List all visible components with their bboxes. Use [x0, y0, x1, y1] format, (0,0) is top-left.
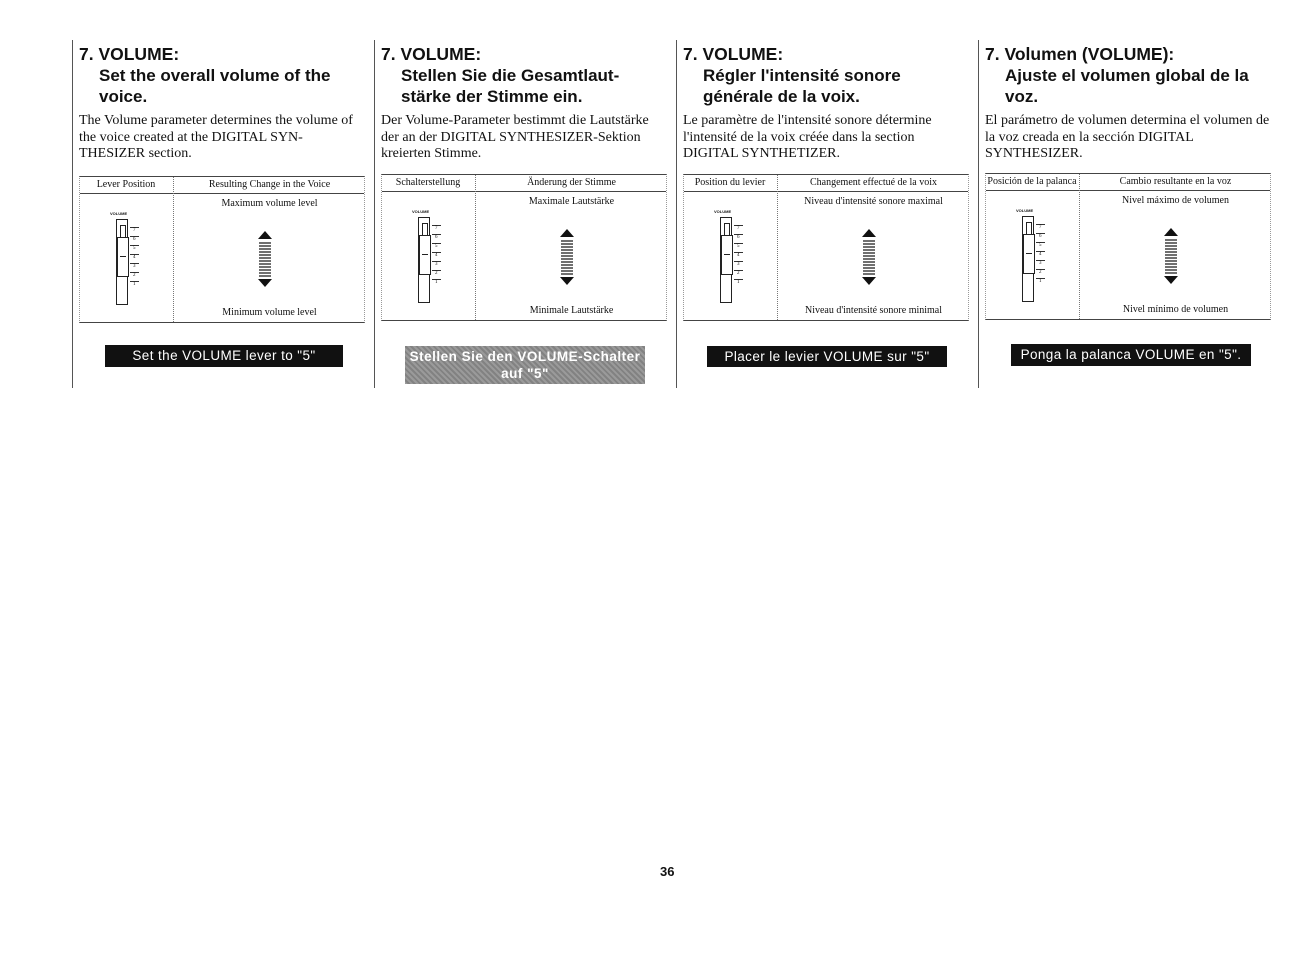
lever-table — [683, 174, 969, 321]
lever-volume-label: VOLUME — [714, 209, 732, 214]
min-volume-label: Nivel mínimo de volumen — [1122, 304, 1229, 315]
section-heading: 7. VOLUME: — [381, 44, 482, 64]
volume-lever-knob — [1023, 234, 1035, 274]
section-spanish — [978, 40, 1273, 388]
section-german — [374, 40, 669, 388]
header-resulting-change: Resulting Change in the Voice — [208, 179, 331, 190]
instruction-banner: Placer le levier VOLUME sur "5" — [707, 346, 947, 367]
section-subheading: Ajuste el volumen global de la voz. — [1005, 66, 1249, 106]
header-lever-position: Lever Position — [96, 179, 156, 190]
header-lever-position: Posición de la palanca — [987, 176, 1077, 187]
min-volume-label: Minimum volume level — [222, 307, 317, 318]
section-body: El parámetro de volumen determina el volumen de la voz creada en la sección DIGITAL SYNTHESIZER. — [985, 113, 1270, 161]
table-divider — [1079, 174, 1080, 319]
lever-table — [985, 173, 1271, 320]
lever-scale: 7 6 5 4 3 2 1 — [1036, 224, 1046, 284]
instruction-banner: Set the VOLUME lever to "5" — [105, 345, 343, 367]
section-heading: 7. VOLUME: — [683, 44, 784, 64]
table-divider — [475, 175, 476, 320]
table-divider — [173, 177, 174, 322]
max-volume-label: Niveau d'intensité sonore maximal — [804, 196, 943, 207]
lever-volume-label: VOLUME — [110, 211, 128, 216]
lever-table — [79, 176, 365, 323]
lever-volume-label: VOLUME — [1016, 208, 1034, 213]
min-volume-label: Niveau d'intensité sonore minimal — [804, 305, 943, 316]
up-down-arrow-icon — [862, 229, 876, 285]
lever-volume-label: VOLUME — [412, 209, 430, 214]
section-body: The Volume parameter determines the volume of the voice created at the DIGITAL SYN-THESIZER section. — [79, 113, 353, 161]
instruction-banner: Ponga la palanca VOLUME en "5". — [1011, 344, 1251, 366]
lever-scale: 7 6 5 4 3 2 1 — [432, 225, 442, 285]
lever-scale: 7 6 5 4 3 2 1 — [130, 227, 140, 287]
section-heading: 7. VOLUME: — [79, 44, 180, 64]
lever-scale: 7 6 5 4 3 2 1 — [734, 225, 744, 285]
table-header — [80, 177, 364, 194]
max-volume-label: Maximale Lautstärke — [528, 196, 615, 207]
max-volume-label: Nivel máximo de volumen — [1122, 195, 1229, 206]
volume-lever-knob — [419, 235, 431, 275]
instruction-banner: Stellen Sie den VOLUME-Schalter auf "5" — [405, 346, 645, 384]
header-resulting-change: Changement effectué de la voix — [810, 177, 937, 188]
section-french — [676, 40, 971, 388]
up-down-arrow-icon — [1164, 228, 1178, 284]
section-subheading: Stellen Sie die Gesamtlaut-stärke der Stimme ein. — [401, 66, 620, 106]
up-down-arrow-icon — [560, 229, 574, 285]
section-english — [72, 40, 367, 388]
section-body: Der Volume-Parameter bestimmt die Lautstärke der an der DIGITAL SYNTHESIZER-Sektion kreierten Stimme. — [381, 113, 649, 161]
volume-lever-knob — [117, 237, 129, 277]
section-heading: 7. Volumen (VOLUME): — [985, 44, 1175, 64]
table-header — [986, 174, 1270, 191]
header-resulting-change: Änderung der Stimme — [527, 177, 616, 188]
lever-table — [381, 174, 667, 321]
section-subheading: Régler l'intensité sonore générale de la voix. — [703, 66, 901, 106]
table-header — [684, 175, 968, 192]
volume-lever-knob — [721, 235, 733, 275]
header-lever-position: Schalterstellung — [395, 177, 461, 188]
table-divider — [777, 175, 778, 320]
page-number: 36 — [660, 864, 675, 879]
section-body: Le paramètre de l'intensité sonore détermine l'intensité de la voix créée dans la section DIGITAL SYNTHETIZER. — [683, 113, 932, 161]
up-down-arrow-icon — [258, 231, 272, 287]
max-volume-label: Maximum volume level — [221, 198, 318, 209]
section-subheading: Set the overall volume of the voice. — [99, 66, 331, 106]
header-lever-position: Position du levier — [694, 177, 766, 188]
min-volume-label: Minimale Lautstärke — [529, 305, 614, 316]
table-header — [382, 175, 666, 192]
header-resulting-change: Cambio resultante en la voz — [1119, 176, 1232, 187]
